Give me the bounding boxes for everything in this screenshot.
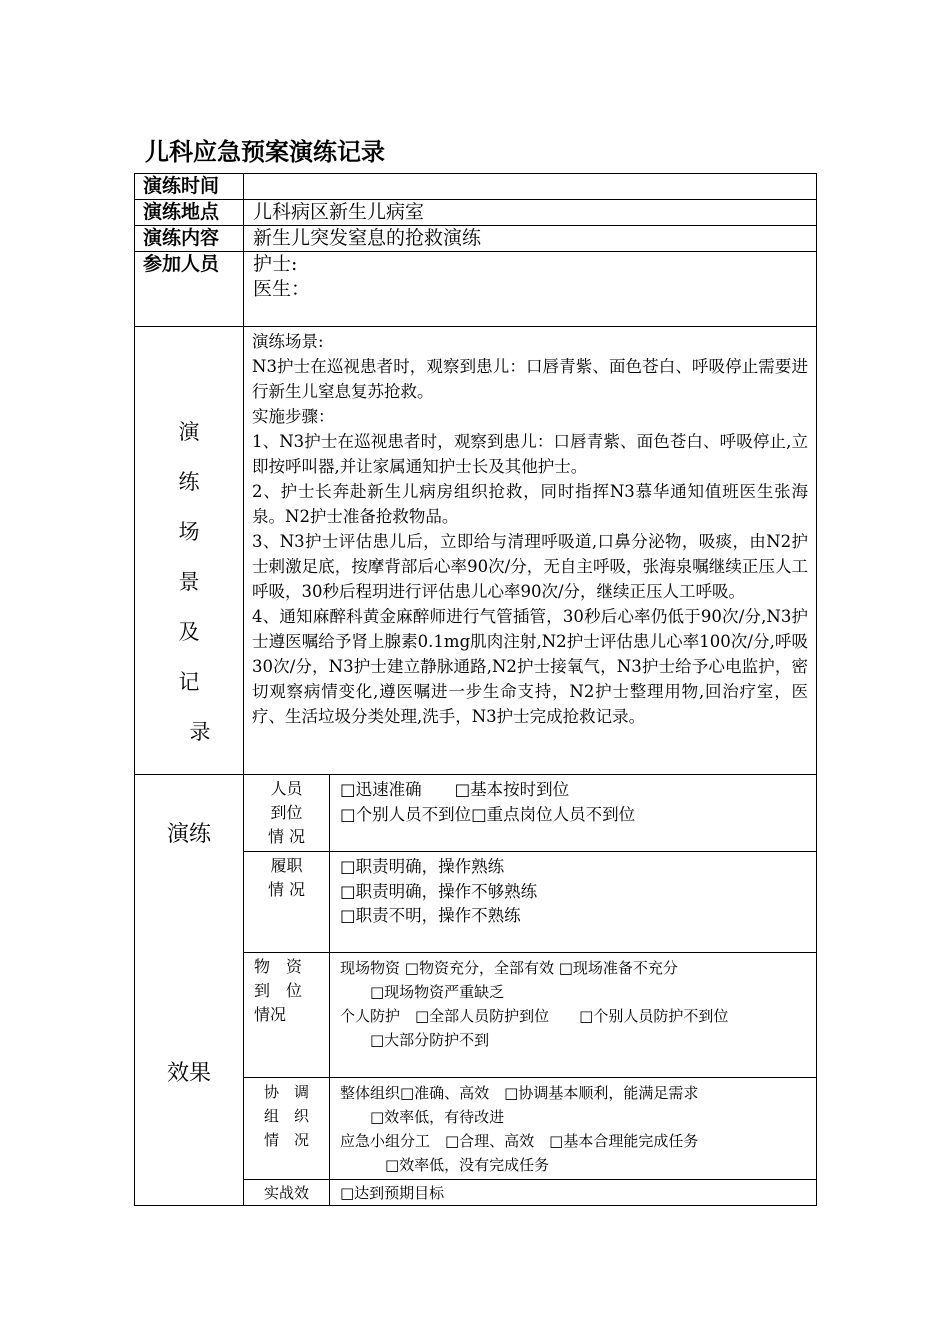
duty-label (244, 852, 330, 953)
effect-label (135, 775, 244, 1206)
label-line: 组 织 (263, 1107, 309, 1125)
effect-label-top: 演练 (166, 822, 211, 847)
coordination-label (244, 1078, 330, 1180)
checkbox-option[interactable]: □职责明确，操作熟练 (340, 857, 505, 876)
scene-heading: 演练场景: (252, 332, 324, 351)
nurse-line: 护士: (253, 253, 298, 275)
row-scene (135, 327, 817, 775)
label-place: 演练地点 (135, 200, 244, 226)
vertical-char: 录 (189, 720, 211, 744)
value-time (244, 174, 817, 200)
step-item: 3、N3护士评估患儿后，立即给与清理呼吸道,口鼻分泌物，吸痰，由N2护士刺激足底，按摩背部后心率90次/分，无自主呼吸，张海泉嘱继续正压人工呼吸，30秒后程玥进行评估患儿心率90次/分，继续正压人工呼吸。 (252, 532, 808, 601)
label-people: 参加人员 (135, 252, 244, 327)
checkbox-option[interactable]: 整体组织□准确、高效 □协调基本顺利，能满足需求 (340, 1084, 699, 1102)
label-line: 到位 (270, 803, 303, 822)
duty-options (330, 852, 817, 953)
materials-options (330, 953, 817, 1078)
label-time: 演练时间 (135, 174, 244, 200)
label-line: 人员 (270, 779, 303, 798)
checkbox-option[interactable]: 现场物资 □物资充分，全部有效 □现场准备不充分 (340, 959, 678, 977)
vertical-char: 记 (178, 670, 200, 694)
label-line: 履职 (270, 856, 303, 875)
step-item: 4、通知麻醉科黄金麻醉师进行气管插管，30秒后心率仍低于90次/分,N3护士遵医嘱给予肾上腺素0.1mg肌肉注射,N2护士评估患儿心率100次/分,呼吸30次/分，N3护士建立静脉通路,N2护士接氧气，N3护士给予心电监护，密切观察病情变化,遵医嘱进一步生命支持，N2护士整理用物,回治疗室，医疗、生活垃圾分类处理,洗手，N3护士完成抢救记录。 (252, 607, 808, 726)
step-item: 2、护士长奔赴新生儿病房组织抢救，同时指挥N3慕华通知值班医生张海泉。N2护士准备抢救物品。 (252, 482, 808, 526)
step-item: 1、N3护士在巡视患者时，观察到患儿：口唇青紫、面色苍白、呼吸停止,立即按呼叫器,并让家属通知护士长及其他护士。 (252, 432, 808, 476)
doctor-line: 医生： (253, 278, 311, 300)
label-line: 实战效 (263, 1184, 309, 1202)
checkbox-option[interactable]: 个人防护 □全部人员防护到位 □个别人员防护不到位 (340, 1007, 729, 1025)
row-people (135, 252, 817, 327)
coordination-options (330, 1078, 817, 1180)
checkbox-option[interactable]: □效率低，有待改进 (340, 1108, 505, 1126)
vertical-char: 练 (178, 470, 200, 494)
label-line: 情 况 (263, 1131, 309, 1149)
result-options (330, 1180, 817, 1206)
label-content: 演练内容 (135, 226, 244, 252)
drill-record-table (134, 173, 817, 1206)
staff-options (330, 775, 817, 852)
scene-text: N3护士在巡视患者时，观察到患儿：口唇青紫、面色苍白、呼吸停止需要进行新生儿窒息复苏抢救。 (252, 357, 808, 401)
label-line: 情 况 (267, 827, 306, 846)
vertical-char: 及 (178, 620, 200, 644)
checkbox-option[interactable]: □现场物资严重缺乏 (340, 983, 505, 1001)
vertical-char: 景 (178, 570, 200, 594)
checkbox-option[interactable]: □大部分防护不到 (340, 1031, 490, 1049)
row-content (135, 226, 817, 252)
staff-label (244, 775, 330, 852)
checkbox-option[interactable]: □迅速准确 □基本按时到位 (340, 780, 570, 799)
value-people (244, 252, 817, 327)
checkbox-option[interactable]: □职责明确，操作不够熟练 (340, 881, 538, 901)
checkbox-option[interactable]: □效率低，没有完成任务 (340, 1156, 550, 1174)
page-title: 儿科应急预案演练记录 (145, 138, 385, 166)
row-time (135, 174, 817, 200)
scene-record (244, 327, 817, 775)
row-place (135, 200, 817, 226)
label-line: 情况 (254, 1005, 287, 1024)
steps-heading: 实施步骤： (252, 407, 335, 426)
effect-row-staff (135, 775, 817, 852)
vertical-char: 演 (178, 420, 200, 444)
checkbox-option[interactable]: □个别人员不到位□重点岗位人员不到位 (340, 804, 636, 824)
label-line: 情 况 (267, 880, 306, 899)
effect-label-bottom: 效果 (166, 1061, 211, 1086)
value-content: 新生儿突发窒息的抢救演练 (244, 226, 817, 252)
vertical-char: 场 (178, 520, 200, 544)
checkbox-option[interactable]: □职责不明，操作不熟练 (340, 906, 521, 925)
label-line: 到 位 (254, 981, 303, 1000)
label-line: 物 资 (254, 957, 303, 976)
result-label (244, 1180, 330, 1206)
scene-vertical-label (135, 327, 244, 775)
checkbox-option[interactable]: □达到预期目标 (340, 1184, 445, 1202)
label-line: 协 调 (263, 1083, 309, 1101)
materials-label (244, 953, 330, 1078)
value-place: 儿科病区新生儿病室 (244, 200, 817, 226)
checkbox-option[interactable]: 应急小组分工 □合理、高效 □基本合理能完成任务 (340, 1132, 699, 1150)
